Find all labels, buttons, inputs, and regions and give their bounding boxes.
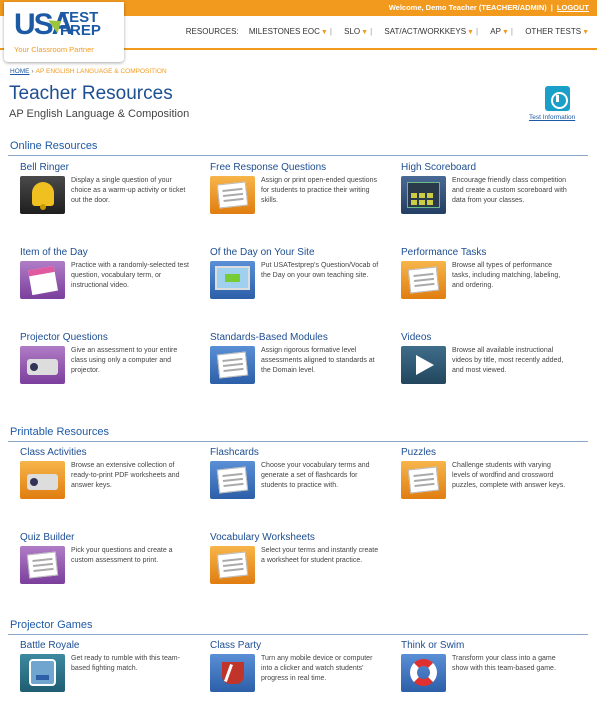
projector-icon[interactable] (20, 346, 65, 384)
resource-description: Choose your vocabulary terms and generate a set of flashcards for students to practice with. (261, 462, 370, 489)
breadcrumb (10, 68, 167, 75)
section-divider (8, 155, 588, 156)
resource-description: Encourage friendly class competition and create a custom scoreboard with data from your classes. (452, 177, 567, 204)
section-printable-resources: Printable Resources (10, 426, 110, 438)
separator: | (550, 3, 553, 12)
caret-down-icon: ▼ (320, 29, 328, 36)
resource-description: Put USATestprep's Question/Vocab of the Day on your own teaching site. (261, 262, 379, 279)
logout-link[interactable]: LOGOUT (556, 3, 589, 12)
resource-title[interactable]: Standards-Based Modules (210, 332, 328, 343)
resource-description: Give an assessment to your entire class using only a computer and projector. (71, 347, 178, 374)
resource-description: Pick your questions and create a custom assessment to print. (71, 547, 173, 564)
resource-description: Browse all available instructional videos by title, most recently added, and most viewed. (452, 347, 564, 374)
party-cup-icon[interactable] (210, 654, 255, 692)
logo-prep: PREP (60, 22, 101, 39)
resource-title[interactable]: Performance Tasks (401, 247, 487, 258)
resource-description: Challenge students with varying levels of wordfind and crossword puzzles, complete with answer keys. (452, 462, 566, 489)
test-information-icon[interactable] (545, 86, 570, 111)
resource-videos[interactable] (391, 332, 576, 402)
resource-title[interactable]: Videos (401, 332, 432, 343)
caret-down-icon: ▼ (467, 29, 474, 36)
battle-badge-icon[interactable] (20, 654, 65, 692)
document-icon[interactable] (210, 176, 255, 214)
modules-icon[interactable] (210, 346, 255, 384)
life-ring-icon[interactable] (401, 654, 446, 692)
monitor-icon[interactable] (210, 261, 255, 299)
resource-puzzles[interactable] (391, 447, 576, 517)
user-bar (389, 3, 589, 12)
section-divider (8, 634, 588, 635)
resource-class-activities[interactable] (10, 447, 195, 517)
quiz-icon[interactable] (20, 546, 65, 584)
flashcards-icon[interactable] (210, 461, 255, 499)
resource-vocabulary-worksheets[interactable] (200, 532, 385, 602)
resource-title[interactable]: Battle Royale (20, 640, 80, 651)
resource-title[interactable]: Of the Day on Your Site (210, 247, 315, 258)
page-title: Teacher Resources (9, 83, 173, 104)
breadcrumb-current: AP ENGLISH LANGUAGE & COMPOSITION (35, 68, 167, 75)
test-information-link[interactable]: Test Information (529, 114, 576, 121)
resource-title[interactable]: Flashcards (210, 447, 259, 458)
resource-title[interactable]: Class Party (210, 640, 262, 651)
nav-other-tests[interactable]: OTHER TESTS▼ (525, 27, 589, 36)
resource-item-of-the-day[interactable] (10, 247, 195, 317)
worksheet-icon[interactable] (210, 546, 255, 584)
resource-title[interactable]: Item of the Day (20, 247, 88, 258)
nav-resources-label: RESOURCES: (185, 27, 239, 36)
resource-description: Turn any mobile device or computer into a clicker and watch students' progress in real time. (261, 655, 373, 682)
game-battle-royale[interactable] (10, 640, 195, 710)
section-divider (8, 441, 588, 442)
breadcrumb-arrow-icon: › (31, 68, 34, 75)
bell-icon[interactable] (20, 176, 65, 214)
resource-description: Browse an extensive collection of ready-to-print PDF worksheets and answer keys. (71, 462, 180, 489)
resource-title[interactable]: High Scoreboard (401, 162, 477, 173)
site-header (0, 0, 597, 62)
play-icon[interactable] (401, 346, 446, 384)
logo-test: TEST (60, 9, 99, 26)
resource-performance-tasks[interactable] (391, 247, 576, 317)
main-nav: RESOURCES: MILESTONES EOC▼ | SLO▼ | SAT/ACT/WORKKEYS▼ | AP▼ | OTHER TESTS▼ (185, 27, 589, 36)
logo-tagline: Your Classroom Partner (14, 45, 94, 54)
resource-description: Browse all types of performance tasks, including matching, labeling, and ordering. (452, 262, 561, 289)
resource-high-scoreboard[interactable] (391, 162, 576, 232)
caret-down-icon: ▼ (361, 29, 369, 36)
usatestprep-logo[interactable] (4, 2, 124, 62)
caret-down-icon: ▼ (501, 29, 509, 36)
resource-description: Get ready to rumble with this team-based fighting match. (71, 655, 180, 672)
resource-title[interactable]: Class Activities (20, 447, 87, 458)
resource-title[interactable]: Vocabulary Worksheets (210, 532, 315, 543)
game-think-or-swim[interactable] (391, 640, 576, 710)
resource-free-response-questions[interactable] (200, 162, 385, 232)
section-online-resources: Online Resources (10, 140, 98, 152)
resource-description: Display a single question of your choice as a warm-up activity or ticket out the door. (71, 177, 186, 204)
breadcrumb-home[interactable]: HOME (10, 68, 30, 75)
calendar-icon[interactable] (20, 261, 65, 299)
resource-bell-ringer[interactable] (10, 162, 195, 232)
resource-description: Practice with a randomly-selected test question, vocabulary term, or instructional video. (71, 262, 189, 289)
resource-flashcards[interactable] (200, 447, 385, 517)
nav-slo[interactable]: SLO▼ (344, 27, 369, 36)
resource-title[interactable]: Projector Questions (20, 332, 108, 343)
scoreboard-icon[interactable] (401, 176, 446, 214)
page-subtitle: AP English Language & Composition (9, 108, 190, 120)
resource-quiz-builder[interactable] (10, 532, 195, 602)
resource-title[interactable]: Bell Ringer (20, 162, 69, 173)
nav-sat-act-workkeys[interactable]: SAT/ACT/WORKKEYS▼ (384, 27, 474, 36)
document-icon[interactable] (401, 261, 446, 299)
resource-title[interactable]: Think or Swim (401, 640, 465, 651)
resource-standards-based-modules[interactable] (200, 332, 385, 402)
resource-title[interactable]: Quiz Builder (20, 532, 75, 543)
game-class-party[interactable] (200, 640, 385, 710)
welcome-text: Welcome, Demo Teacher (TEACHER/ADMIN) (388, 3, 547, 12)
puzzle-icon[interactable] (401, 461, 446, 499)
logo-usa: USA (14, 8, 72, 41)
resource-description: Select your terms and instantly create a worksheet for student practice. (261, 547, 379, 564)
nav-milestones-eoc[interactable]: MILESTONES EOC▼ (248, 27, 328, 36)
resource-title[interactable]: Free Response Questions (210, 162, 327, 173)
printer-icon[interactable] (20, 461, 65, 499)
resource-of-the-day-on-your-site[interactable] (200, 247, 385, 317)
resource-description: Transform your class into a game show with this team-based game. (452, 655, 556, 672)
resource-title[interactable]: Puzzles (401, 447, 437, 458)
resource-projector-questions[interactable] (10, 332, 195, 402)
caret-down-icon: ▼ (582, 29, 589, 36)
resource-description: Assign rigorous formative level assessments aligned to standards at the Domain level. (261, 347, 375, 374)
nav-ap[interactable]: AP▼ (490, 27, 509, 36)
section-projector-games: Projector Games (10, 619, 93, 631)
resource-description: Assign or print open-ended questions for students to practice their writing skills. (261, 177, 377, 204)
